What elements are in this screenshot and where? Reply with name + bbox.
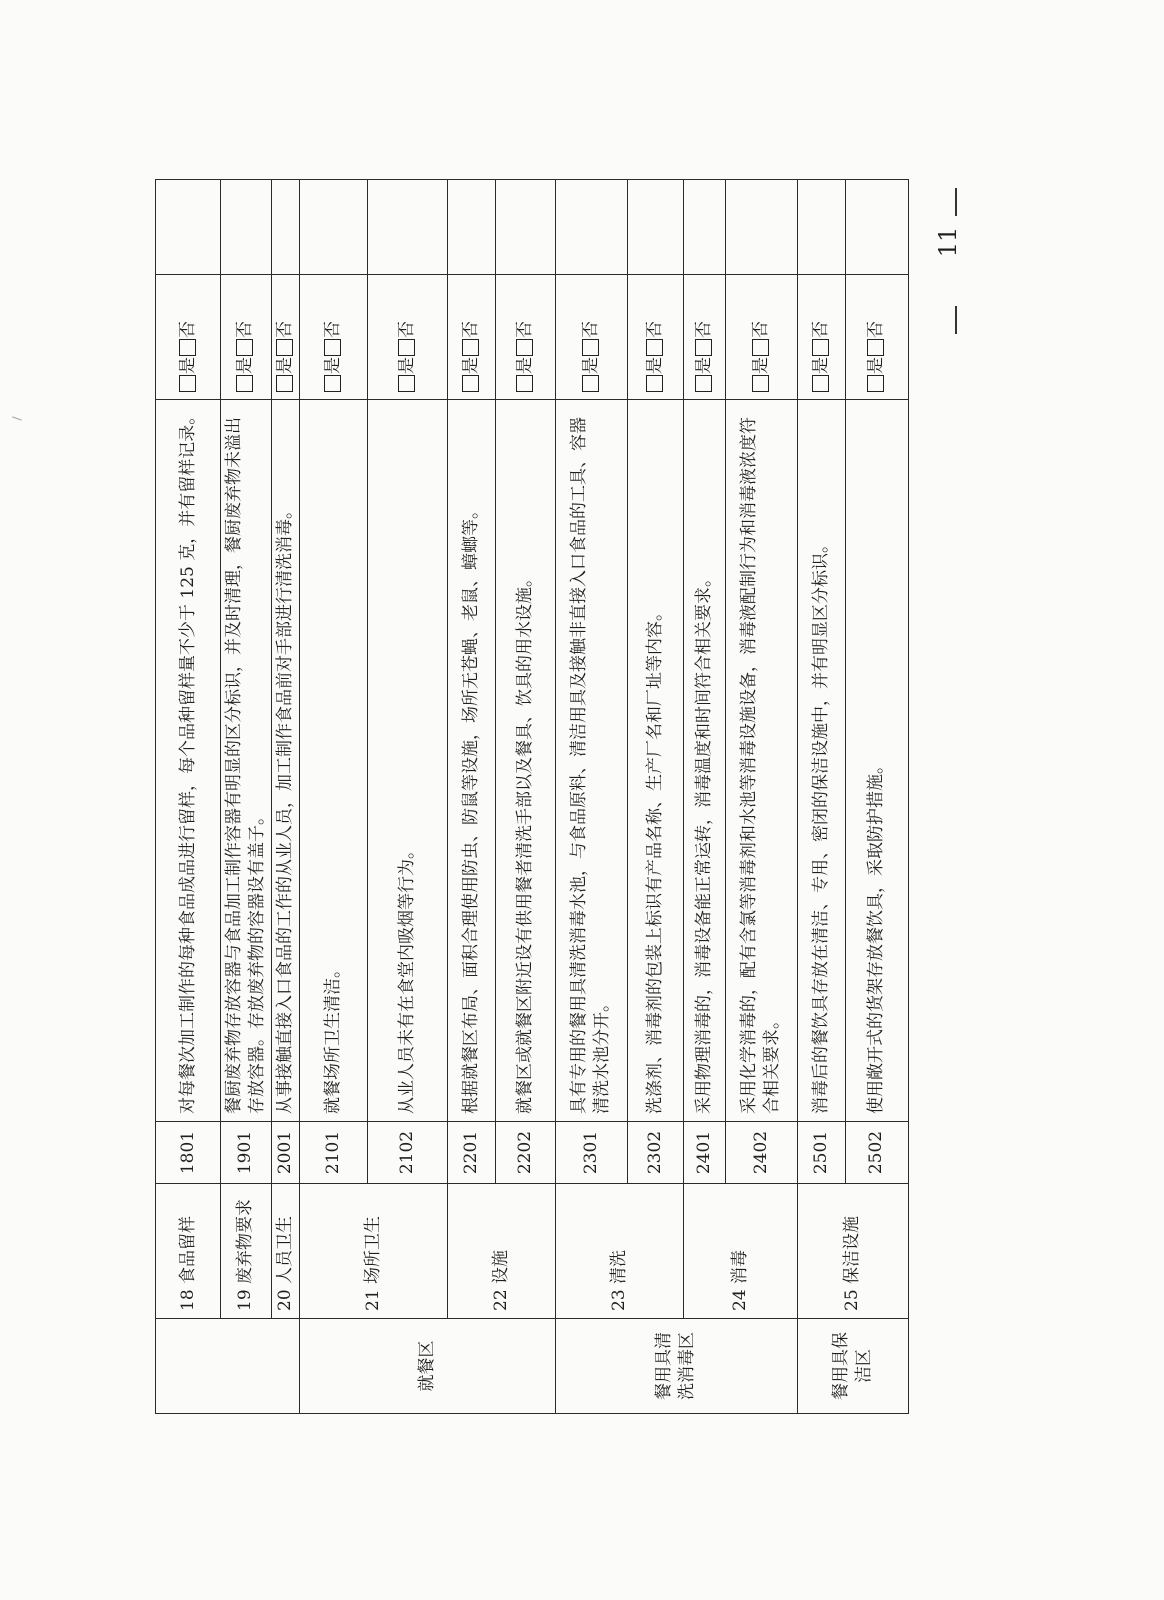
no-checkbox[interactable]	[324, 339, 341, 356]
area-cell-dining: 就餐区	[299, 1319, 555, 1414]
yes-checkbox[interactable]	[752, 375, 769, 392]
remark-cell	[299, 180, 367, 275]
answer-cell: 是否	[627, 275, 683, 400]
remark-cell	[683, 180, 725, 275]
no-checkbox[interactable]	[582, 339, 599, 356]
yes-checkbox[interactable]	[276, 375, 293, 392]
yes-checkbox[interactable]	[236, 375, 253, 392]
answer-cell: 是否	[555, 275, 627, 400]
answer-cell: 是否	[271, 275, 299, 400]
code-cell: 2102	[367, 1122, 447, 1184]
requirement-cell: 餐厨废弃物存放容器与食品加工制作容器有明显的区分标识，并及时清理，餐厨废弃物未溢出存放容器。存放废弃物的容器设有盖子。	[221, 400, 272, 1122]
no-checkbox[interactable]	[276, 339, 293, 356]
requirement-cell: 采用物理消毒的，消毒设备能正常运转，消毒温度和时间符合相关要求。	[683, 400, 725, 1122]
no-checkbox[interactable]	[462, 339, 479, 356]
answer-cell: 是否	[156, 275, 221, 400]
inspection-table	[155, 179, 909, 1414]
code-cell: 1901	[221, 1122, 272, 1184]
code-cell: 2202	[495, 1122, 555, 1184]
table-row	[797, 180, 845, 1414]
item-cell: 23 清洗	[555, 1184, 683, 1319]
item-cell: 20 人员卫生	[271, 1184, 299, 1319]
requirement-cell: 消毒后的餐饮具存放在清洁、专用、密闭的保洁设施中，并有明显区分标识。	[797, 400, 845, 1122]
table-row	[221, 180, 272, 1414]
code-cell: 2201	[447, 1122, 495, 1184]
yes-checkbox[interactable]	[179, 375, 196, 392]
remark-cell	[495, 180, 555, 275]
code-cell: 2402	[725, 1122, 797, 1184]
page-number-text: 11	[934, 226, 962, 258]
remark-cell	[221, 180, 272, 275]
no-checkbox[interactable]	[646, 339, 663, 356]
item-cell: 24 消毒	[683, 1184, 797, 1319]
yes-checkbox[interactable]	[582, 375, 599, 392]
remark-cell	[627, 180, 683, 275]
no-checkbox[interactable]	[812, 339, 829, 356]
remark-cell	[797, 180, 845, 275]
item-cell: 18 食品留样	[156, 1184, 221, 1319]
code-cell: 2101	[299, 1122, 367, 1184]
area-cell-storage: 餐用具保洁区	[797, 1319, 908, 1414]
item-cell: 25 保洁设施	[797, 1184, 908, 1319]
requirement-cell: 采用化学消毒的，配有含氯等消毒剂和水池等消毒设施设备，消毒液配制行为和消毒液浓度符合相关要求。	[725, 400, 797, 1122]
page-number	[930, 178, 990, 338]
requirement-cell: 从事接触直接入口食品的工作的从业人员，加工制作食品前对手部进行清洗消毒。	[271, 400, 299, 1122]
area-cell-washing: 餐用具清洗消毒区	[555, 1319, 797, 1414]
code-cell: 1801	[156, 1122, 221, 1184]
code-cell: 2401	[683, 1122, 725, 1184]
yes-checkbox[interactable]	[695, 375, 712, 392]
yes-checkbox[interactable]	[646, 375, 663, 392]
no-checkbox[interactable]	[398, 339, 415, 356]
requirement-cell: 具有专用的餐用具清洗消毒水池，与食品原料、清洁用具及接触非直接入口食品的工具、容器清洗水池分开。	[555, 400, 627, 1122]
answer-cell: 是否	[845, 275, 908, 400]
requirement-cell: 对每餐次加工制作的每种食品成品进行留样，每个品种留样量不少于 125 克，并有留样记录。	[156, 400, 221, 1122]
table-row	[447, 180, 495, 1414]
requirement-cell: 从业人员未有在食堂内吸烟等行为。	[367, 400, 447, 1122]
requirement-cell: 就餐区或就餐区附近设有供用餐者清洗手部以及餐具、饮具的用水设施。	[495, 400, 555, 1122]
remark-cell	[725, 180, 797, 275]
code-cell: 2502	[845, 1122, 908, 1184]
remark-cell	[845, 180, 908, 275]
yes-checkbox[interactable]	[516, 375, 533, 392]
no-checkbox[interactable]	[179, 339, 196, 356]
answer-cell: 是否	[299, 275, 367, 400]
no-checkbox[interactable]	[516, 339, 533, 356]
yes-checkbox[interactable]	[867, 375, 884, 392]
item-cell: 21 场所卫生	[299, 1184, 447, 1319]
scan-mark	[12, 416, 22, 420]
code-cell: 2501	[797, 1122, 845, 1184]
answer-cell: 是否	[683, 275, 725, 400]
no-checkbox[interactable]	[236, 339, 253, 356]
remark-cell	[367, 180, 447, 275]
yes-checkbox[interactable]	[812, 375, 829, 392]
item-cell: 22 设施	[447, 1184, 555, 1319]
requirement-cell: 使用敞开式的货架存放餐饮具，采取防护措施。	[845, 400, 908, 1122]
yes-checkbox[interactable]	[324, 375, 341, 392]
item-cell: 19 废弃物要求	[221, 1184, 272, 1319]
table-row	[683, 180, 725, 1414]
dash-bottom	[955, 306, 957, 334]
answer-cell: 是否	[367, 275, 447, 400]
remark-cell	[156, 180, 221, 275]
no-checkbox[interactable]	[752, 339, 769, 356]
area-cell	[156, 1319, 300, 1414]
table-row	[156, 180, 221, 1414]
table-row	[555, 180, 627, 1414]
table-row	[299, 180, 367, 1414]
remark-cell	[555, 180, 627, 275]
rotated-page	[155, 180, 905, 1414]
answer-cell: 是否	[797, 275, 845, 400]
code-cell: 2001	[271, 1122, 299, 1184]
remark-cell	[271, 180, 299, 275]
code-cell: 2302	[627, 1122, 683, 1184]
requirement-cell: 洗涤剂、消毒剂的包装上标识有产品名称、生产厂名和厂址等内容。	[627, 400, 683, 1122]
requirement-cell: 根据就餐区布局、面积合理使用防虫、防鼠等设施，场所无苍蝇、老鼠、蟑螂等。	[447, 400, 495, 1122]
answer-cell: 是否	[221, 275, 272, 400]
yes-checkbox[interactable]	[462, 375, 479, 392]
code-cell: 2301	[555, 1122, 627, 1184]
answer-cell: 是否	[495, 275, 555, 400]
table-row	[271, 180, 299, 1414]
answer-cell: 是否	[447, 275, 495, 400]
no-checkbox[interactable]	[867, 339, 884, 356]
remark-cell	[447, 180, 495, 275]
requirement-cell: 就餐场所卫生清洁。	[299, 400, 367, 1122]
answer-cell: 是否	[725, 275, 797, 400]
no-checkbox[interactable]	[695, 339, 712, 356]
yes-checkbox[interactable]	[398, 375, 415, 392]
